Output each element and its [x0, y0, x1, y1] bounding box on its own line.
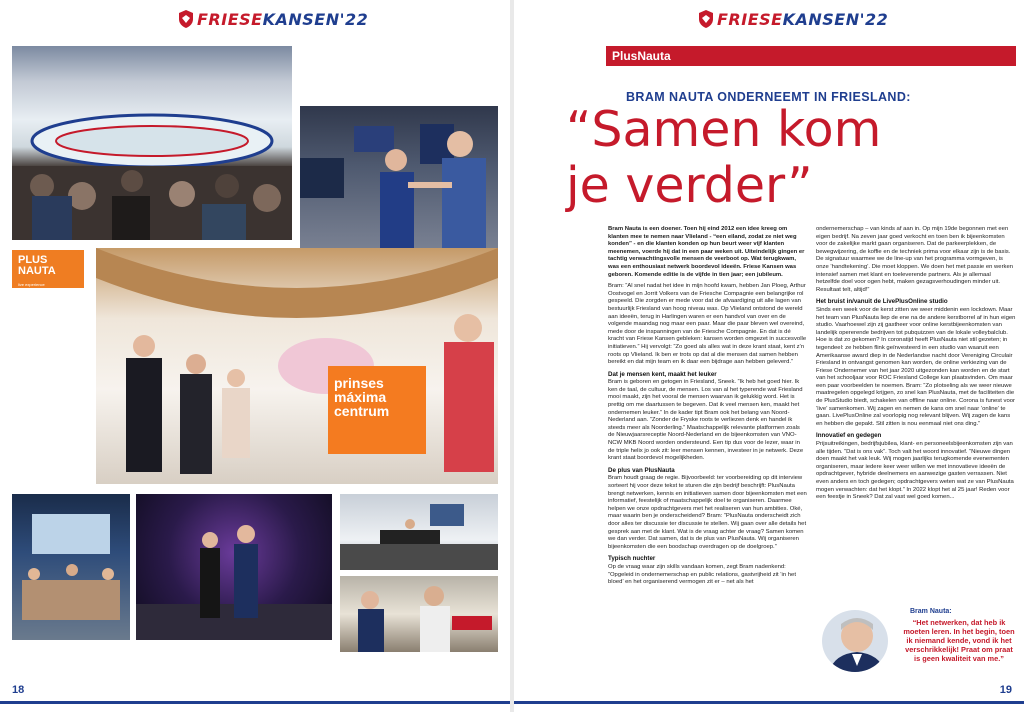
skating-arena-photo [12, 46, 292, 240]
performers-illustration [340, 576, 498, 652]
ceremony-illustration [96, 248, 498, 484]
article-intro: Bram Nauta is een doener. Toen hij eind 2012 een idee kreeg om klanten mee te nemen naar Vlieland - “een eiland, zodat ze niet weg konden” - en die klanten konden op hun beurt weer vijf klanten meenemen, voerde hij dat in een paar weken uit. Uiteindelijk gingen er tachtig verwachtingsvolle mensen de veerboot op. Wat terugkwam, was een enthousiast netwerk boordevol ideeën. Friese Kansen was geboren. Komende editie is de vijfde in tien jaar; een jubileum. [608, 226, 805, 278]
page-number-left: 18 [12, 684, 25, 696]
plus-logo-line1: PLUS [18, 254, 48, 266]
logo-blue-text: KANSEN [262, 9, 340, 29]
logo-year: '22 [859, 9, 889, 29]
friese-kansen-logo [178, 8, 368, 30]
subheading: Typisch nuchter [608, 555, 656, 563]
section-label: PlusNauta [606, 46, 1016, 66]
left-page [0, 0, 510, 712]
logo-blue-text: KANSEN [782, 9, 860, 29]
headline-line1: “Samen kom [566, 101, 882, 158]
plusnauta-logo [12, 250, 84, 288]
logo-red-text: FRIESE [717, 9, 783, 29]
headline-line2: je verder” [566, 157, 813, 214]
logo-red-text: FRIESE [197, 9, 263, 29]
performers-photo [340, 576, 498, 652]
banner-line2: máxima [334, 389, 387, 405]
logo-year: '22 [339, 9, 369, 29]
quote-speaker: Bram Nauta: [910, 608, 952, 615]
opening-ceremony-photo [96, 248, 498, 484]
meeting-illustration [12, 494, 130, 640]
meeting-room-photo [12, 494, 130, 640]
page-number-right: 19 [999, 684, 1012, 696]
banner-line3: centrum [334, 403, 390, 419]
stage-photo [136, 494, 332, 640]
portrait-illustration [822, 610, 890, 674]
subheading: De plus van PlusNauta [608, 466, 675, 474]
article-paragraph: Bram: “Al snel nadat het idee in mijn hoofd kwam, hebben Jan Ploeg, Arthur Oostvogel en Jorrit Volkers van de Friesche Compagnie een belangrijke rol gespeeld. Die zorgden er mede voor dat de afvaardiging uit alle lagen van bestuurlijk Friesland van hoog niveau was. Op Vlieland ontstond de wereld aan ideeën, terug in Harlingen waren er een handvol van over en de volgende maandag nog maar een paar. Maar die paar bleven wel overeind, mede door de inspanningen van de Friesche Compagnie. En dat is dé kracht van Friese Kansen gebleken: kansen worden omgezet in succesvolle initiatieven.” Hij vervolgt: “Zo goed als alles wat in deze krant staat, kent z’n roots op Vlieland. Ik ben er trots op dat al die mensen dat samen hebben bereikt en dat mijn team en ik daar een bijdrage aan hebben geleverd.” [608, 283, 807, 366]
studio-illustration [340, 494, 498, 570]
shield-icon [698, 10, 714, 28]
pull-quote [820, 608, 1016, 678]
article-paragraph: Bram houdt graag de regie. Bijvoorbeeld: ter voorbereiding op dit interview sorteert hij voor deze tekst te sturen die zijn bedrijf beschrijft: PlusNauta brengt netwerken, kennis en initiatieven samen door bijeenkomsten met een informatief, feestelijk of maatschappelijk doel te organiseren. Daarmee helpen we onze opdrachtgevers met het realiseren van hun ambities. Oké, maar waarin ben je onderscheidend? Bram: “PlusNauta onderscheidt zich door alles ter discussie ter discussie te stellen. Wij gaan over alle details het gesprek aan met de klant. Wat is de vraag achter de vraag? Samen komen we dan verder. Dat samen, dat is de plus van PlusNauta. Wij organiseren bijeenkomsten die een boodschap overdragen op de doelgroep.” [608, 475, 807, 550]
article-paragraph: Op de vraag waar zijn skills vandaan komen, zegt Bram nadenkend: “Opgeleid in ondernemerschap en public relations, gastvrijheid zit ‘in het bloed’ en het organiserend vermogen zit er – net als het [608, 563, 796, 586]
right-page [514, 0, 1024, 712]
article-headline [566, 102, 1006, 214]
plus-logo-tagline: live experience [18, 282, 45, 287]
friese-kansen-logo-right [698, 8, 888, 30]
article-paragraph: Sinds een week voor de kerst zitten we weer middenin een lockdown. Maar het team van PlusNauta liep de ene na de andere kerstborrel af in hun eigen studio. Vaarhoewel zijn zij gastheer voor online kerstbijeenkomsten van landelijk opererende bedrijven tot pubquizzen van de lokale volleybalclub. Hoe is dat zo gekomen? In coronatijd heeft PlusNauta niet stil gezeten; in tegendeel: ze hebben flink geïnvesteerd in een studio van waaruit een Amerikaanse award diep in de Nederlandse nacht door Vereniging Circulair Friesland in ontvangst genomen kan worden, de online verkiezing van de Friese Ondernemer van het jaar 2020 uitgezonden kan worden en de start van het schooljaar voor ROC Friesland College kan plaatsvinden. Om maar een paar voorbeelden te noemen. Bram: “Zo plotseling als we weer nieuwe maatregelen opgelegd krijgen, zo snel kan PlusNauta, met de faciliteiten die de PlusStudio biedt, schakelen van offline naar online. Corona is funest voor ‘live’ samenkomen. Wij zagen en nemen de kans om snel naar ‘online’ te gaan. LivePlusOnline zal voorlopig nog relevant blijven. Wij zagen de kans en hebben die gepakt. Stil zitten is nou eenmaal niet ons ding.” [816, 306, 1016, 427]
article-paragraph: ondernemerschap – van kinds af aan in. Op mijn 19de begonnen met een eigen bedrijf. Na zeven jaar goed verkocht en toen ben ik bijeenkomsten voor de zakelijke markt gaan organiseren. Dat de parkeerplekken, de bewegwijzering, de koffie en de techniek prima voor elkaar zijn is de basis. De signatuur waarmee we de line-up van het programma vormgeven, is onze ‘handtekening’. Die moet kloppen. We doen het met passie en werken intensief samen met klant en toeleverende partners. Als je allemaal hetzelfde doel voor ogen hebt, maken gezagsverhoudingen minder uit. Resultaat telt, altijd!” [816, 226, 1014, 293]
plus-logo-line2: NAUTA [18, 265, 56, 277]
subheading: Innovatief en gedegen [816, 432, 882, 440]
subheading: Het bruist in/vanuit de LivePlusOnline studio [816, 298, 948, 306]
quote-text: “Het netwerken, dat heb ik moeten leren. In het begin, toen ik niemand kende, vond ik het verschrikkelijk! Praat om praat is geen kwaliteit van me.” [903, 618, 1015, 663]
shield-icon [178, 10, 194, 28]
article-paragraph: Bram is geboren en getogen in Friesland, Sneek. “Ik heb het goed hier. Ik ken de taal, de cultuur, de mensen. Los van al het typerende wat Friesland mooi maakt, zijn het vooral de mensen waarvan ik gelukkig word. Het is prettig om me daartussen te begeven. Dat ik veel mensen ken, maakt het ondernemen leuker.” In de kader tipt Bram ook het belang van Noord-Nederland aan. “Zonder de Fryske roots te verliezen denk en handel ik steeds meer als Noorderling.” Maatschappelijk relevante platformen zoals de Nieuwjaarsreceptie Noord-Nederland en de bijeenkomsten van VNO-NCW MKB Noord worden ondersteund. Een tip dus voor de lezer, waar in de triple helix jo ook zit: leer mensen kennen, investeer in je netwerk. Deze krant staat boordevol mogelijkheden. [608, 379, 804, 462]
article-paragraph: Prijsuitreikingen, bedrijfsjubilea, klant- en personeelsbijeenkomsten zijn van alle tijden. “Dat is ons vak”. Toch valt het woord innovatief. “Nieuwe dingen doen maakt het vak leuk. Wij mogen jaarlijks terugkomende evenementen organiseren, maar iedere keer weer willen we met innovatieve ideeën de opdrachtgever, hybride deelnemers en aanwezige gasten verrassen. Niet even anders en toch gedegen; opdrachtgevers weten wat ze van PlusNauta mogen verwachten: dat het klopt.” In 2022 klopt het al 25 jaar! Reden voor een feestje in Sneek? Dat zal vast wel goed komen... [816, 441, 1014, 501]
centrum-banner-text [334, 376, 424, 418]
stage-illustration [136, 494, 332, 640]
bram-nauta-portrait [820, 608, 890, 674]
handshake-photo [300, 106, 498, 258]
subheading: Dat je mensen kent, maakt het leuker [608, 370, 717, 378]
article-column-1 [608, 226, 808, 686]
article-column-2 [816, 226, 1016, 598]
banner-line1: prinses [334, 375, 384, 391]
bottom-rule-right [514, 701, 1024, 704]
bottom-rule-left [0, 701, 510, 704]
studio-photo [340, 494, 498, 570]
arena-illustration [12, 46, 292, 240]
handshake-illustration [300, 106, 498, 258]
article-kicker: BRAM NAUTA ONDERNEEMT IN FRIESLAND: [626, 90, 911, 104]
